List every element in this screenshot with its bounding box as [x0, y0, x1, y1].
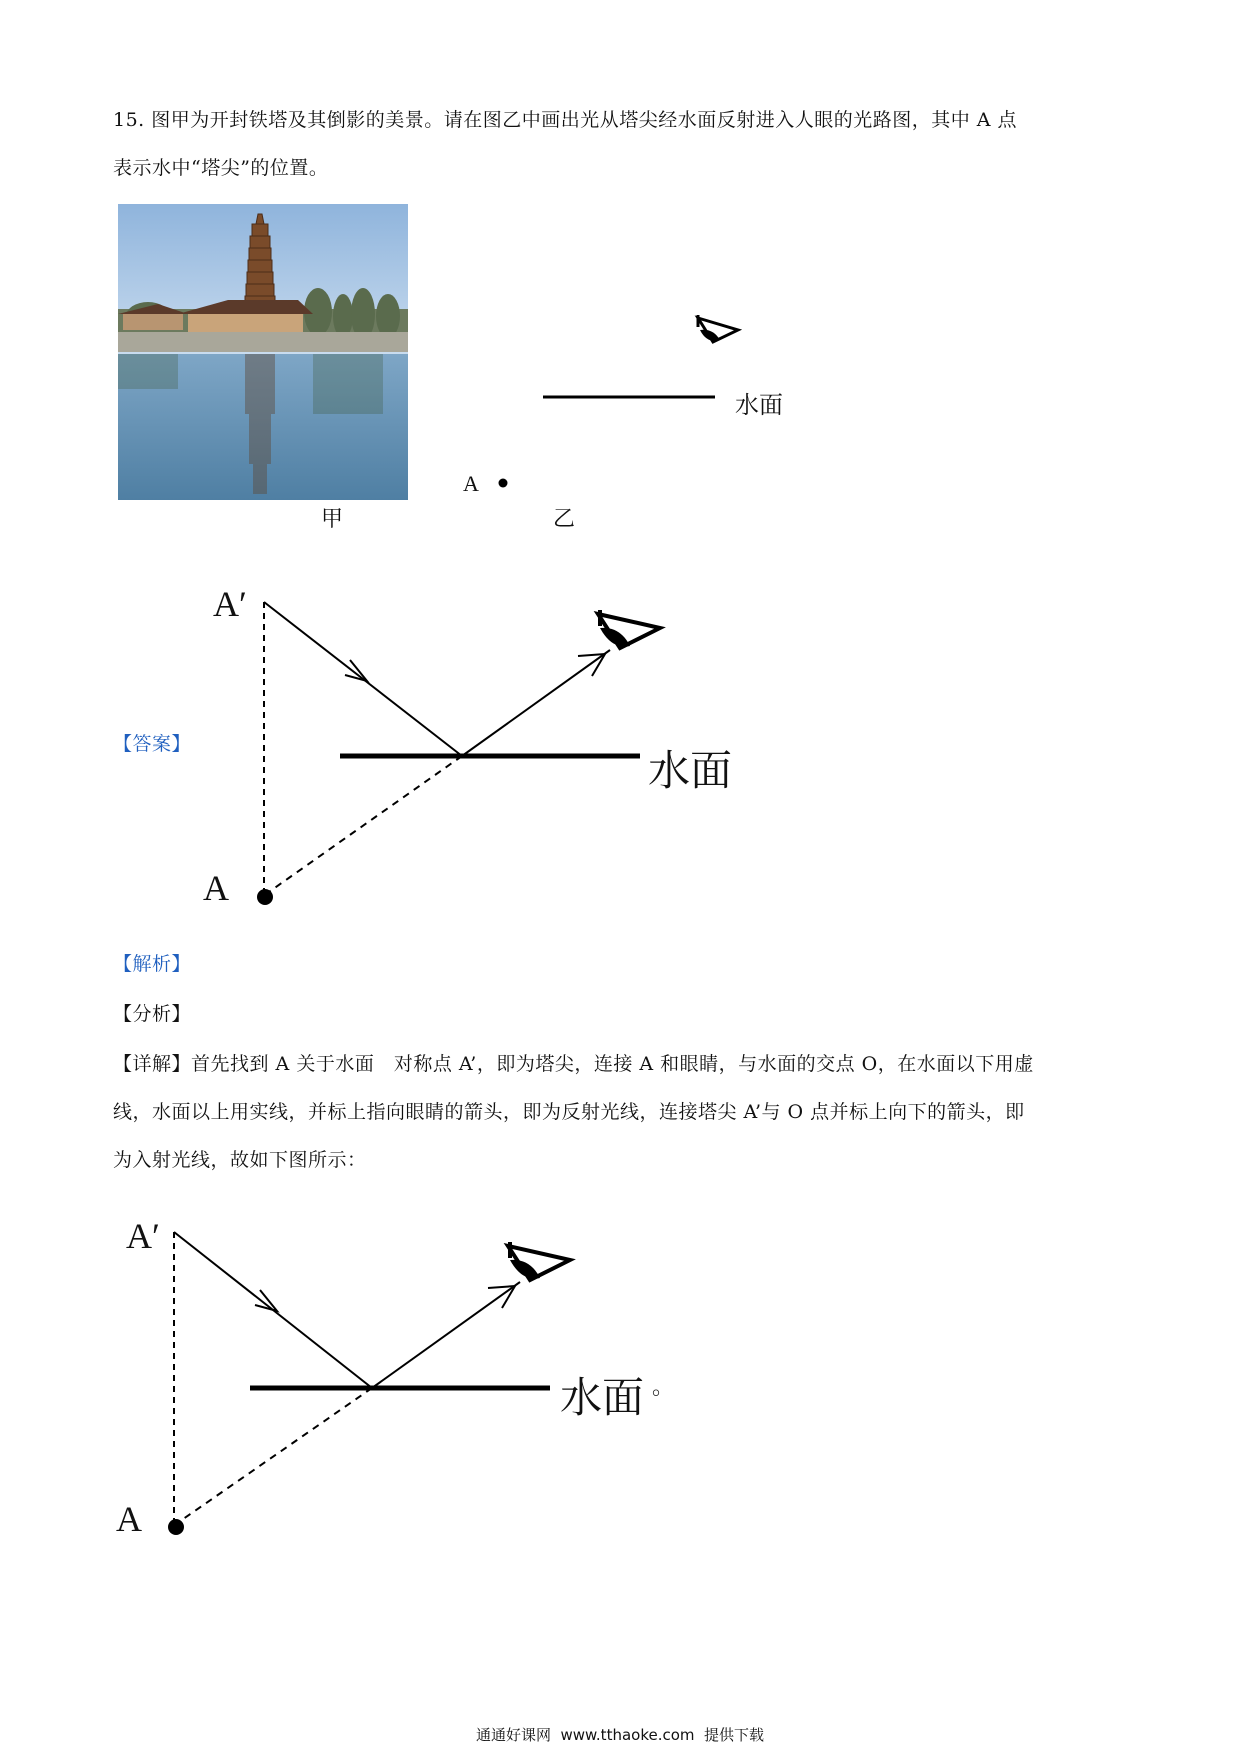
- analysis-end-mark: 。: [652, 1375, 675, 1400]
- analysis-point-a-label: A: [116, 1499, 142, 1539]
- analysis-tag: 【解析】: [113, 953, 192, 975]
- water-label-yi: 水面: [735, 391, 783, 419]
- answer-water-label: 水面: [648, 746, 733, 795]
- footer-text: 通通好课网 www.tthaoke.com 提供下载: [475, 1726, 765, 1744]
- eye-icon: [698, 315, 738, 342]
- answer-point-a-label: A: [203, 868, 229, 908]
- tower-photo: [118, 204, 408, 500]
- tower-photo-image: [118, 204, 408, 500]
- point-a-dot: [499, 479, 508, 488]
- analysis-sub-tag: 【分析】: [113, 1003, 192, 1025]
- virtual-ray-dashed: [266, 756, 462, 894]
- analysis-water-label: 水面: [560, 1373, 645, 1422]
- caption-yi: 乙: [553, 506, 576, 531]
- reflected-ray: [462, 650, 610, 756]
- answer-tag: 【答案】: [113, 733, 192, 755]
- question-line-2: 表示水中“塔尖”的位置。: [113, 157, 329, 179]
- detail-line-3: 为入射光线，故如下图所示：: [113, 1149, 367, 1171]
- detail-tag: 【详解】: [113, 1053, 192, 1075]
- reflected-ray: [372, 1282, 520, 1388]
- point-a-dot: [168, 1519, 184, 1535]
- point-a-label-yi: A: [463, 471, 479, 496]
- analysis-virtual-label: A′: [126, 1216, 160, 1256]
- eye-icon: [598, 610, 660, 648]
- incident-arrow: [345, 660, 367, 681]
- eye-icon: [508, 1242, 570, 1280]
- answer-virtual-label: A′: [213, 584, 247, 624]
- detail-line-2: 线，水面以上用实线，并标上指向眼睛的箭头，即为反射光线，连接塔尖 A’与 O 点并标上向下的箭头，即: [113, 1101, 1025, 1123]
- question-line-1: 15. 图甲为开封铁塔及其倒影的美景。请在图乙中画出光从塔尖经水面反射进入人眼的光路图，其中 A 点: [113, 109, 1018, 131]
- caption-jia: 甲: [321, 506, 344, 531]
- detail-line-1: 首先找到 A 关于水面 对称点 A’，即为塔尖，连接 A 和眼睛，与水面的交点 O，在水面以下用虚: [191, 1053, 1034, 1075]
- incident-arrow: [255, 1290, 277, 1311]
- point-a-dot: [257, 889, 273, 905]
- virtual-ray-dashed: [176, 1388, 372, 1524]
